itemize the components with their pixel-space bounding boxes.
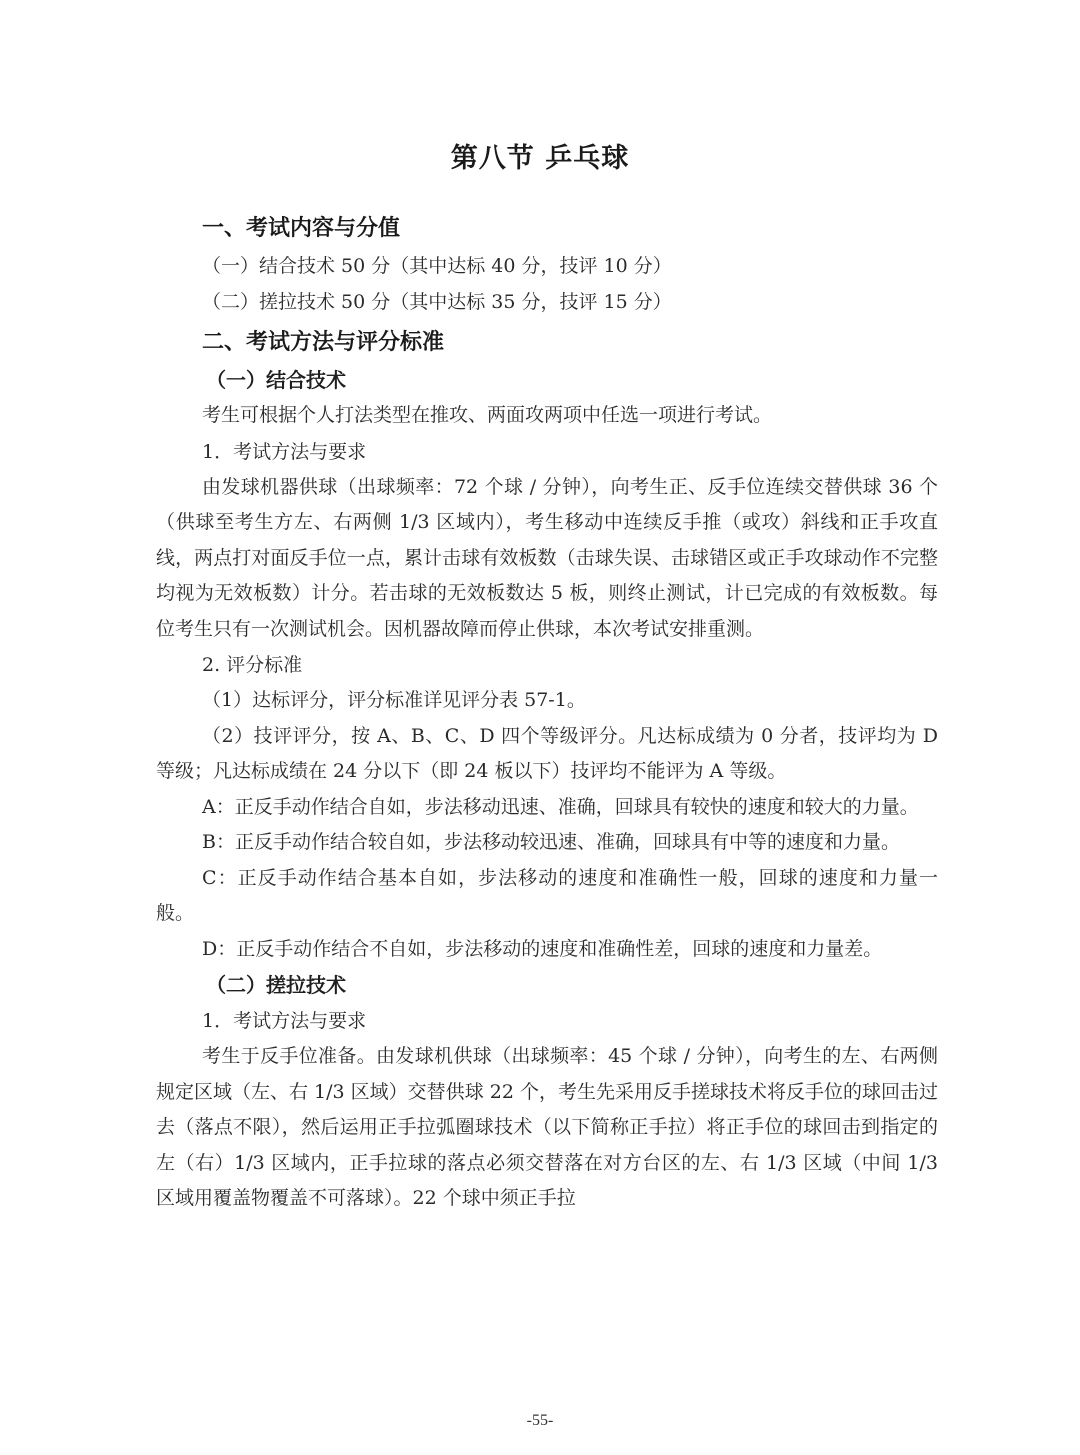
item-chop-loop-technique: （二）搓拉技术 50 分（其中达标 35 分，技评 15 分）: [202, 291, 672, 313]
page-number: -55-: [526, 1412, 554, 1429]
score-title: 2. 评分标准: [202, 654, 303, 676]
paragraph-score-1: （1）达标评分，评分标准详见评分表 57-1。: [202, 689, 586, 711]
section-title: 第八节 乒乓球: [450, 143, 630, 174]
paragraph-method-2: 考生于反手位准备。由发球机供球（出球频率：45 个球 / 分钟），向考生的左、右两侧规定区域（左、右 1/3 区域）交替供球 22 个，考生先采用反手搓球技术将反手位的球回击过去（落点不限），然后运用正手拉弧圈球技术（以下简称正手拉）将正手位的球回击到指定的左（右）1/3 区域内，正手拉球的落点必须交替落在对方台区的左、右 1/3 区域（中间 1/3 区域用覆盖物覆盖不可落球）。22 个球中须正手拉: [156, 1045, 938, 1209]
paragraph-grade-d: D：正反手动作结合不自如，步法移动的速度和准确性差，回球的速度和力量差。: [202, 937, 883, 960]
paragraph-grade-c: C：正反手动作结合基本自如，步法移动的速度和准确性一般，回球的速度和力量一般。: [156, 866, 938, 924]
subheading-chop-loop: （二）搓拉技术: [206, 973, 346, 997]
item-combined-technique: （一）结合技术 50 分（其中达标 40 分，技评 10 分）: [202, 255, 672, 277]
method-title-1: 1．考试方法与要求: [202, 440, 367, 463]
paragraph-method-1: 由发球机器供球（出球频率：72 个球 / 分钟），向考生正、反手位连续交替供球 36 个（供球至考生方左、右两侧 1/3 区域内），考生移动中连续反手推（或攻）斜线和正手攻直线，两点打对面反手位一点，累计击球有效板数（击球失误、击球错区或正手攻球动作不完整均视为无效板数）计分。若击球的无效板数达 5 板，则终止测试，计已完成的有效板数。每位考生只有一次测试机会。因机器故障而停止供球，本次考试安排重测。: [156, 475, 938, 640]
paragraph-score-2: （2）技评评分，按 A、B、C、D 四个等级评分。凡达标成绩为 0 分者，技评均为 D 等级；凡达标成绩在 24 分以下（即 24 板以下）技评均不能评为 A 等级。: [156, 724, 938, 782]
paragraph-intro: 考生可根据个人打法类型在推攻、两面攻两项中任选一项进行考试。: [202, 404, 773, 426]
method-title-2: 1．考试方法与要求: [202, 1010, 367, 1032]
heading-exam-content: 一、考试内容与分值: [202, 216, 401, 241]
heading-exam-method: 二、考试方法与评分标准: [202, 330, 445, 355]
content-body: [156, 210, 938, 1217]
paragraph-grade-a: A：正反手动作结合自如，步法移动迅速、准确，回球具有较快的速度和较大的力量。: [202, 795, 919, 818]
paragraph-grade-b: B：正反手动作结合较自如，步法移动较迅速、准确，回球具有中等的速度和力量。: [202, 831, 900, 853]
subheading-combined: （一）结合技术: [206, 368, 346, 392]
